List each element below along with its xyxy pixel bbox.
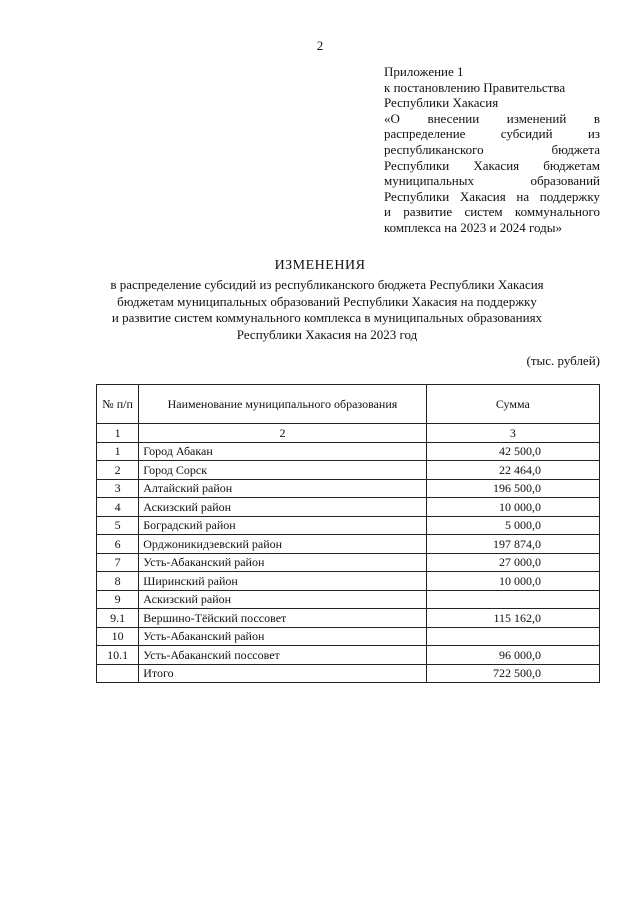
subtitle-line: и развитие систем коммунального комплекса в муниципальных образованиях (111, 310, 543, 325)
table-row (97, 627, 600, 646)
row-num: 10 (97, 627, 139, 646)
row-name: Город Абакан (139, 442, 426, 461)
row-sum: 42 500,0 (426, 442, 599, 461)
row-name: Аскизский район (139, 590, 426, 609)
row-sum: 115 162,0 (426, 609, 599, 628)
annex-line: республиканского бюджета (384, 141, 600, 157)
column-index-row (97, 424, 600, 443)
subtitle-line: в распределение субсидий из республиканского бюджета Республики Хакасия (110, 277, 544, 292)
annex-line: муниципальных образований (384, 173, 600, 189)
table-row (97, 553, 600, 572)
row-num: 3 (97, 479, 139, 498)
row-name: Усть-Абаканский поссовет (139, 646, 426, 665)
row-name: Город Сорск (139, 461, 426, 480)
row-num: 2 (97, 461, 139, 480)
table-header-row (97, 385, 600, 424)
annex-line: распределение субсидий из (384, 126, 600, 142)
table-row (97, 609, 600, 628)
subsidies-table (96, 384, 600, 683)
row-num: 8 (97, 572, 139, 591)
annex-heading (384, 64, 600, 236)
table-row (97, 572, 600, 591)
row-sum (426, 627, 599, 646)
subtitle-line: Республики Хакасия на 2023 год (236, 326, 418, 342)
row-sum: 27 000,0 (426, 553, 599, 572)
annex-line: к постановлению Правительства (384, 79, 566, 95)
row-name: Усть-Абаканский район (139, 553, 426, 572)
col-index-name: 2 (139, 424, 426, 443)
document-title: ИЗМЕНЕНИЯ (274, 258, 366, 273)
row-num: 1 (97, 442, 139, 461)
table-row (97, 498, 600, 517)
row-num: 6 (97, 535, 139, 554)
total-sum: 722 500,0 (426, 664, 599, 683)
row-sum: 197 874,0 (426, 535, 599, 554)
row-name: Вершино-Тёйский поссовет (139, 609, 426, 628)
table-row (97, 479, 600, 498)
row-sum: 196 500,0 (426, 479, 599, 498)
annex-line: Республики Хакасия на поддержку (384, 188, 600, 204)
table-row (97, 590, 600, 609)
row-name: Боградский район (139, 516, 426, 535)
table-row (97, 442, 600, 461)
subtitle-line: бюджетам муниципальных образований Республики Хакасия на поддержку (117, 293, 537, 309)
total-name: Итого (139, 664, 426, 683)
annex-line: и развитие систем коммунального (384, 204, 600, 220)
row-name: Усть-Абаканский район (139, 627, 426, 646)
document-subtitle (96, 277, 558, 343)
row-sum: 5 000,0 (426, 516, 599, 535)
row-num: 10.1 (97, 646, 139, 665)
header-name: Наименование муниципального образования (139, 385, 426, 424)
header-num: № п/п (97, 385, 139, 424)
row-name: Орджоникидзевский район (139, 535, 426, 554)
annex-line: комплекса на 2023 и 2024 годы» (384, 219, 562, 235)
annex-line: Республики Хакасия (384, 95, 499, 111)
table-row (97, 516, 600, 535)
annex-line: Приложение 1 (384, 64, 464, 79)
row-sum (426, 590, 599, 609)
row-num: 9.1 (97, 609, 139, 628)
row-sum: 10 000,0 (426, 498, 599, 517)
col-index-num: 1 (97, 424, 139, 443)
table-row (97, 646, 600, 665)
row-num: 5 (97, 516, 139, 535)
page-number: 2 (316, 38, 324, 53)
row-num: 4 (97, 498, 139, 517)
annex-line: «О внесении изменений в (384, 110, 600, 126)
table-row (97, 535, 600, 554)
total-num (97, 664, 139, 683)
row-name: Аскизский район (139, 498, 426, 517)
table-row (97, 461, 600, 480)
header-sum: Сумма (426, 385, 599, 424)
row-num: 9 (97, 590, 139, 609)
units-label: (тыс. рублей) (526, 353, 600, 368)
row-sum: 10 000,0 (426, 572, 599, 591)
row-sum: 22 464,0 (426, 461, 599, 480)
total-row (97, 664, 600, 683)
row-name: Ширинский район (139, 572, 426, 591)
row-num: 7 (97, 553, 139, 572)
col-index-sum: 3 (426, 424, 599, 443)
row-sum: 96 000,0 (426, 646, 599, 665)
row-name: Алтайский район (139, 479, 426, 498)
annex-line: Республики Хакасия бюджетам (384, 157, 600, 173)
